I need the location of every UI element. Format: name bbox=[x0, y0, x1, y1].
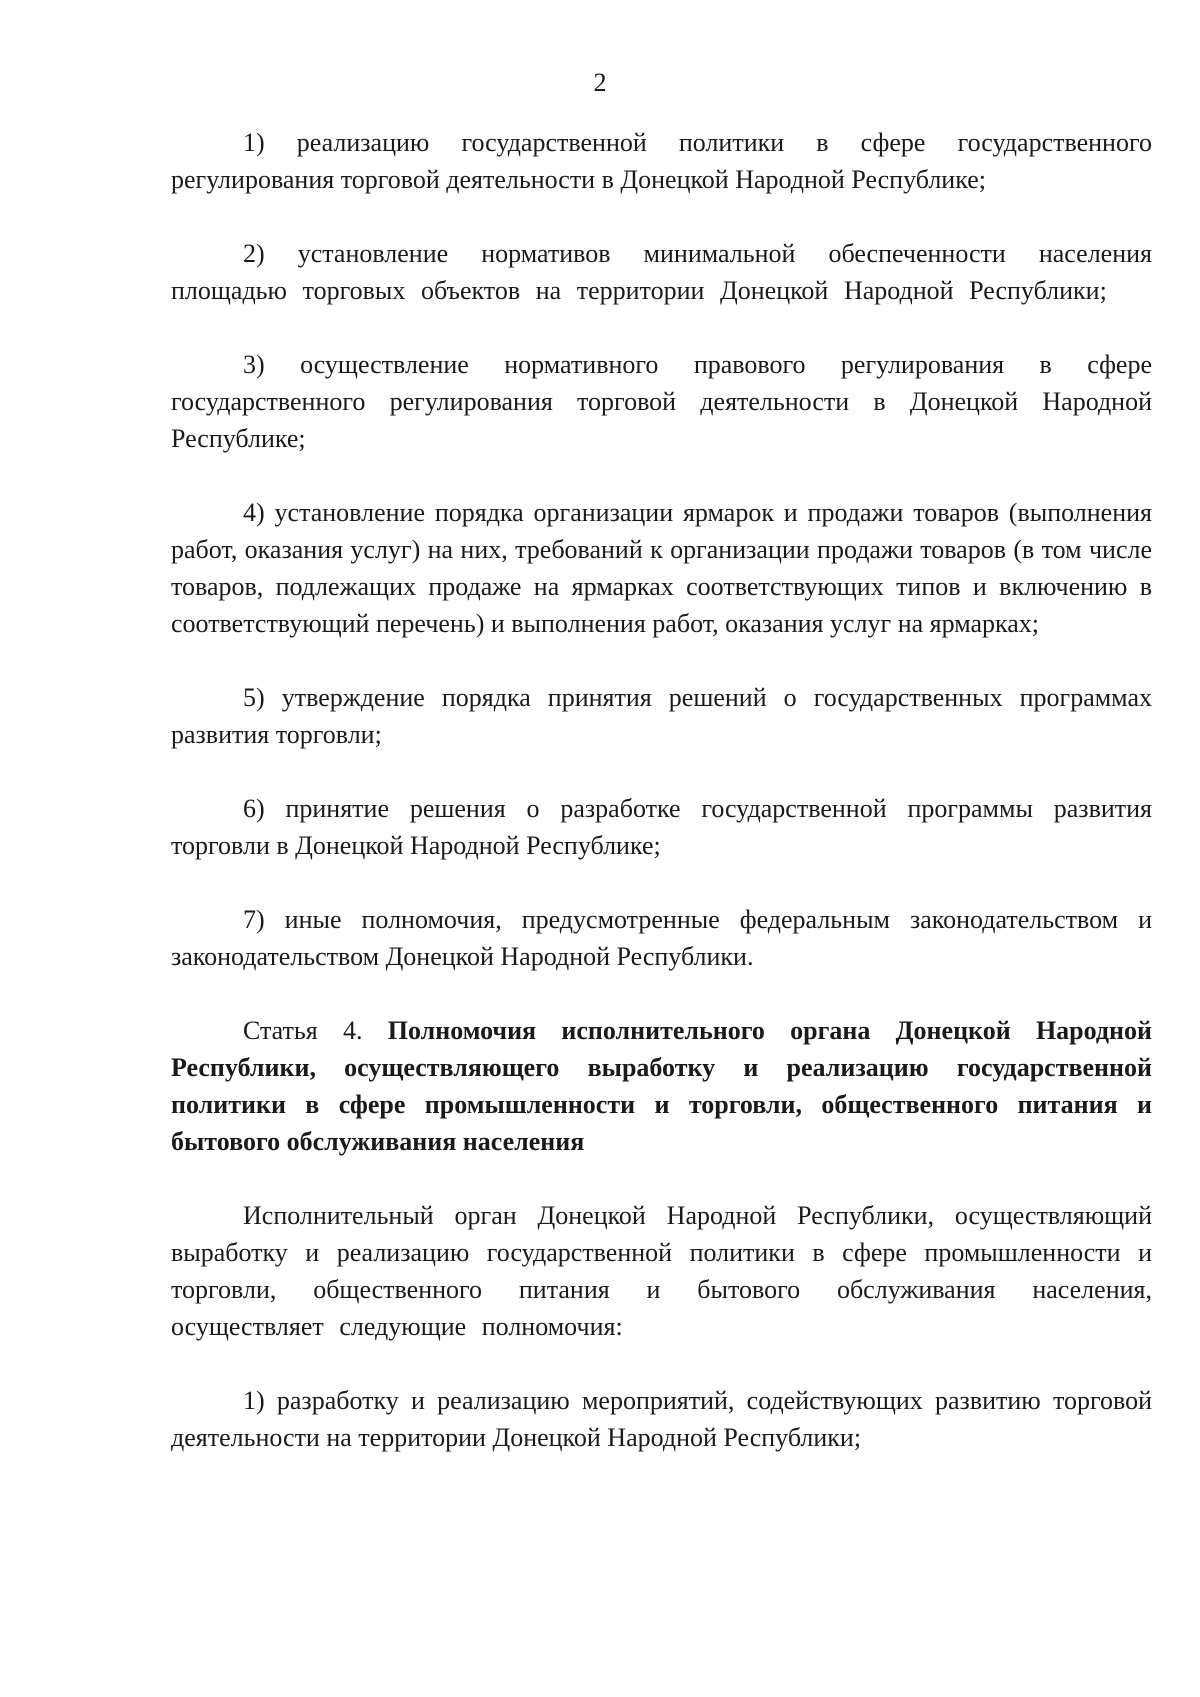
article-title: Полномочия исполнительного органа Донецкой Народной Республики, осуществляющего выработку и реализацию государственной политики в сфере промышленности и торговли, общественного питания и бытового обслуживания населения bbox=[171, 1016, 1152, 1156]
document-body bbox=[171, 124, 1152, 1456]
article-intro: Исполнительный орган Донецкой Народной Республики, осуществляющий выработку и реализацию государственной политики в сфере промышленности и торговли, общественного питания и бытового обслуживания населения, осуществляет следующие полномочия: bbox=[171, 1201, 1152, 1341]
list-item-1: 1) реализацию государственной политики в сфере государственного регулирования торговой деятельности в Донецкой Народной Республике; bbox=[171, 128, 1152, 194]
list-item-4: 4) установление порядка организации ярмарок и продажи товаров (выполнения работ, оказания услуг) на них, требований к организации продажи товаров (в том числе товаров, подлежащих продаже на ярмарках соответствующих типов и включению в соответствующий перечень) и выполнения работ, оказания услуг на ярмарках; bbox=[171, 498, 1152, 638]
article-list-item-1: 1) разработку и реализацию мероприятий, содействующих развитию торговой деятельности на территории Донецкой Народной Республики; bbox=[171, 1386, 1152, 1452]
article-label: Статья 4. bbox=[243, 1016, 388, 1045]
list-item-6: 6) принятие решения о разработке государственной программы развития торговли в Донецкой Народной Республике; bbox=[171, 794, 1152, 860]
article-heading bbox=[171, 1012, 1152, 1160]
list-item-7: 7) иные полномочия, предусмотренные федеральным законодательством и законодательством Донецкой Народной Республики. bbox=[171, 905, 1152, 971]
list-item-3: 3) осуществление нормативного правового регулирования в сфере государственного регулирования торговой деятельности в Донецкой Народной Республике; bbox=[171, 350, 1152, 453]
list-item-2: 2) установление нормативов минимальной обеспеченности населения площадью торговых объектов на территории Донецкой Народной Республики; bbox=[171, 239, 1152, 305]
list-item-5: 5) утверждение порядка принятия решений о государственных программах развития торговли; bbox=[171, 683, 1152, 749]
page-number: 2 bbox=[593, 68, 607, 97]
